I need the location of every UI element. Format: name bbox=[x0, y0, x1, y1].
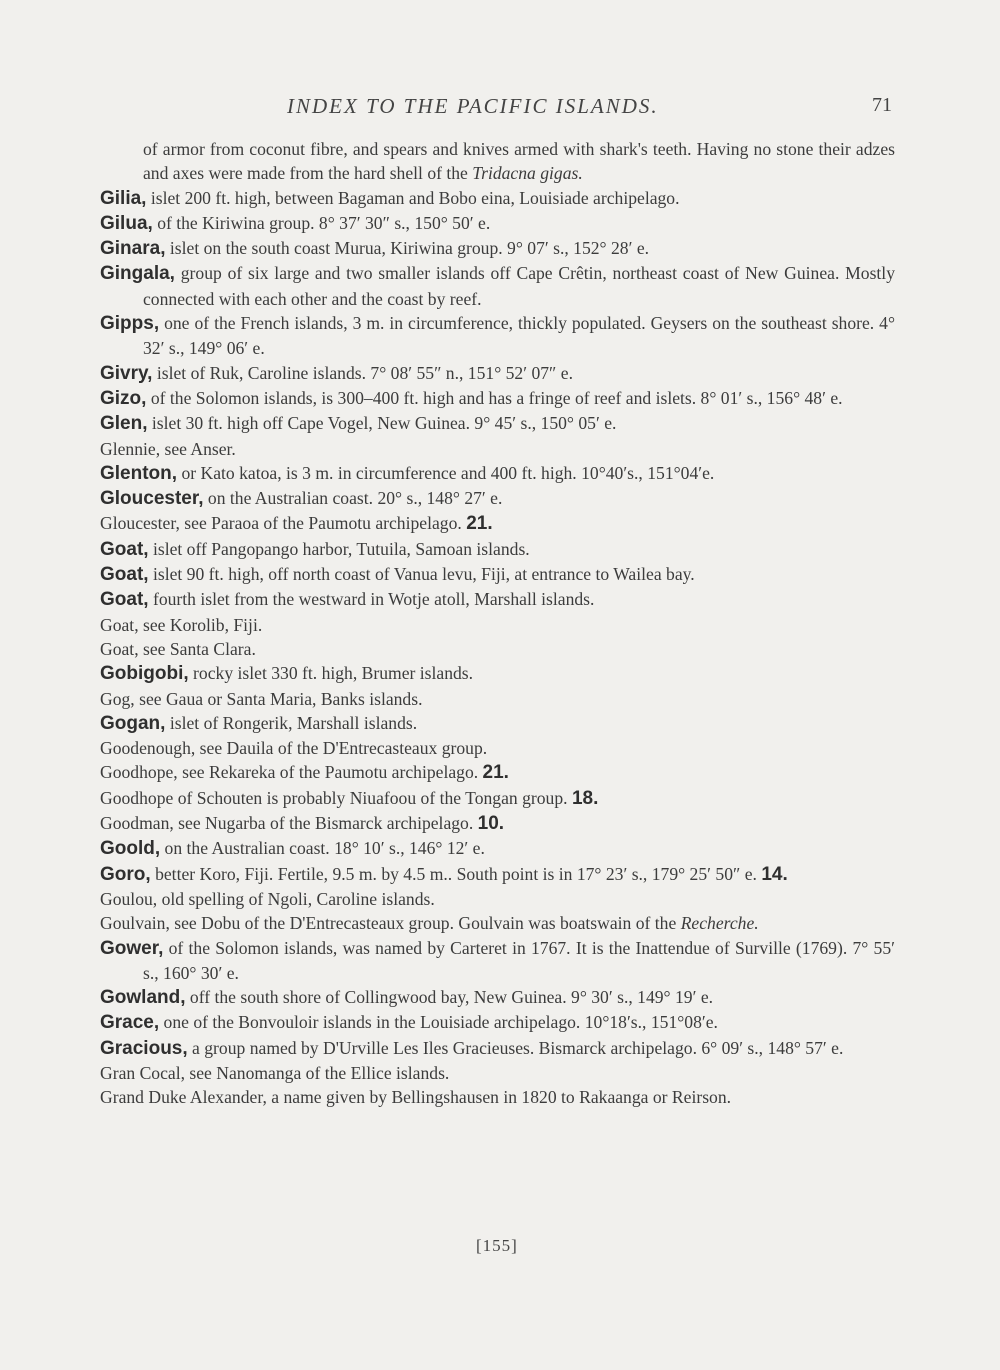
entry-headword: Gogan, bbox=[100, 712, 166, 734]
index-body bbox=[100, 137, 895, 1110]
entry-text: islet of Ruk, Caroline islands. 7° 08′ 55″ n., 151° 52′ 07″ e. bbox=[152, 362, 573, 383]
entry-text: Gran Cocal, see Nanomanga of the Ellice islands. bbox=[100, 1062, 450, 1083]
entry-text: islet on the south coast Murua, Kiriwina group. 9° 07′ s., 152° 28′ e. bbox=[165, 238, 650, 259]
entry-text: islet 90 ft. high, off north coast of Vanua levu, Fiji, at entrance to Wailea bay. bbox=[148, 564, 695, 585]
entry-text: group of six large and two smaller islands off Cape Crêtin, northeast coast of New Guinea. Mostly connected with each other and the coast by reef. bbox=[143, 263, 895, 309]
index-entry bbox=[100, 711, 895, 736]
entry-text: Grand Duke Alexander, a name given by Bellingshausen in 1820 to Rakaanga or Reirson. bbox=[100, 1087, 732, 1108]
chart-reference-number: 18. bbox=[571, 787, 599, 809]
index-entry bbox=[100, 811, 895, 836]
index-entry bbox=[100, 985, 895, 1010]
entry-text: off the south shore of Collingwood bay, New Guinea. 9° 30′ s., 149° 19′ e. bbox=[185, 987, 714, 1008]
index-entry bbox=[100, 760, 895, 785]
entry-text: of the Solomon islands, was named by Carteret in 1767. It is the Inattendue of Surville (1769). 7° 55′ s., 160° 30′ e. bbox=[143, 937, 895, 983]
entry-headword: Gloucester, bbox=[100, 488, 204, 510]
index-entry bbox=[100, 786, 895, 811]
index-entry bbox=[100, 486, 895, 511]
entry-text: Goulou, old spelling of Ngoli, Caroline islands. bbox=[100, 888, 435, 909]
entry-headword: Glenton, bbox=[100, 462, 178, 484]
entry-headword: Givry, bbox=[100, 362, 153, 384]
entry-text: Goat, see Korolib, Fiji. bbox=[100, 614, 263, 635]
index-entry bbox=[100, 261, 895, 311]
entry-text: islet of Rongerik, Marshall islands. bbox=[165, 712, 418, 733]
entry-headword: Gobigobi, bbox=[100, 663, 189, 685]
entry-text: islet 200 ft. high, between Bagaman and Bobo eina, Louisiade archipelago. bbox=[146, 187, 680, 208]
entry-text: Goodhope, see Rekareka of the Paumotu archipelago. bbox=[100, 762, 479, 783]
entry-headword: Goat, bbox=[100, 538, 149, 560]
index-entry bbox=[100, 637, 895, 661]
index-entry bbox=[100, 887, 895, 911]
index-entry bbox=[100, 687, 895, 711]
entry-text: Gog, see Gaua or Santa Maria, Banks islands. bbox=[100, 688, 423, 709]
continuation-paragraph bbox=[100, 137, 895, 186]
entry-headword: Goat, bbox=[100, 564, 149, 586]
page-title: INDEX TO THE PACIFIC ISLANDS. bbox=[287, 94, 659, 118]
index-entry bbox=[100, 437, 895, 461]
running-head bbox=[0, 94, 1000, 122]
entry-headword: Ginara, bbox=[100, 238, 166, 260]
index-entry bbox=[100, 1061, 895, 1085]
entry-headword: Gilia, bbox=[100, 187, 147, 209]
entry-text: Glennie, see Anser. bbox=[100, 438, 236, 459]
continuation-line: of armor from coconut fibre, and spears and knives armed with shark's teeth. bbox=[143, 139, 692, 159]
index-entry bbox=[100, 386, 895, 411]
index-entry bbox=[100, 361, 895, 386]
entry-headword: Grace, bbox=[100, 1012, 160, 1034]
index-entry bbox=[100, 537, 895, 562]
index-entry bbox=[100, 1036, 895, 1061]
entry-text: a group named by D'Urville Les Iles Gracieuses. Bismarck archipelago. 6° 09′ s., 148° 57′ e. bbox=[187, 1037, 844, 1058]
index-entry bbox=[100, 862, 895, 887]
chart-reference-number: 14. bbox=[761, 863, 788, 885]
index-entry bbox=[100, 211, 895, 236]
index-entry bbox=[100, 836, 895, 861]
folio-number: [155] bbox=[476, 1236, 518, 1255]
index-entry bbox=[100, 411, 895, 436]
index-entry bbox=[100, 613, 895, 637]
chart-reference-number: 21. bbox=[466, 513, 493, 535]
entry-text: Goulvain, see Dobu of the D'Entrecasteaux group. Goulvain was boatswain of the bbox=[100, 913, 677, 934]
entry-text: islet 30 ft. high off Cape Vogel, New Guinea. 9° 45′ s., 150° 05′ e. bbox=[147, 413, 617, 434]
entry-text: Goodman, see Nugarba of the Bismarck archipelago. bbox=[100, 813, 474, 834]
entry-text: Goodhope of Schouten is probably Niuafoou of the Tongan group. bbox=[100, 787, 568, 808]
italic-species-name: Tridacna gigas. bbox=[472, 163, 583, 184]
entry-text: islet off Pangopango harbor, Tutuila, Samoan islands. bbox=[148, 538, 530, 559]
entry-headword: Gingala, bbox=[100, 263, 175, 285]
index-entry bbox=[100, 911, 895, 935]
entry-text: of the Kiriwina group. 8° 37′ 30″ s., 150° 50′ e. bbox=[152, 212, 491, 233]
entry-headword: Gipps, bbox=[100, 313, 160, 335]
page-number: 71 bbox=[872, 94, 892, 116]
index-entry bbox=[100, 186, 895, 211]
index-entry bbox=[100, 562, 895, 587]
entry-italic-text: Recherche. bbox=[680, 913, 759, 934]
entry-text: one of the Bonvouloir islands in the Louisiade archipelago. 10°18′s., 151°08′e. bbox=[159, 1012, 718, 1033]
chart-reference-number: 21. bbox=[482, 762, 509, 784]
entry-text: rocky islet 330 ft. high, Brumer islands. bbox=[188, 663, 474, 684]
entry-headword: Gizo, bbox=[100, 387, 147, 409]
index-entry bbox=[100, 587, 895, 612]
entry-text: Gloucester, see Paraoa of the Paumotu archipelago. bbox=[100, 513, 462, 534]
entry-text: Goat, see Santa Clara. bbox=[100, 638, 256, 659]
index-entry bbox=[100, 736, 895, 760]
entry-headword: Goold, bbox=[100, 838, 161, 860]
entry-headword: Gilua, bbox=[100, 212, 153, 234]
index-entry bbox=[100, 661, 895, 686]
entry-text: Goodenough, see Dauila of the D'Entrecasteaux group. bbox=[100, 738, 488, 759]
entry-text: one of the French islands, 3 m. in circumference, thickly populated. Geysers on the southeast shore. 4° 32′ s., 149° 06′ e. bbox=[143, 313, 895, 359]
continuation-line: Having no stone their adzes and axes were made from the hard shell of the bbox=[143, 139, 895, 184]
entry-headword: Gower, bbox=[100, 937, 164, 959]
index-entry bbox=[100, 461, 895, 486]
entry-text: of the Solomon islands, is 300–400 ft. high and has a fringe of reef and islets. 8° 01′ s., 156° 48′ e. bbox=[146, 387, 843, 408]
index-entry bbox=[100, 1085, 895, 1109]
index-entry bbox=[100, 236, 895, 261]
entry-headword: Goro, bbox=[100, 863, 151, 885]
entry-headword: Glen, bbox=[100, 413, 148, 435]
entry-headword: Goat, bbox=[100, 589, 149, 611]
entry-text: fourth islet from the westward in Wotje atoll, Marshall islands. bbox=[148, 589, 595, 610]
entry-text: better Koro, Fiji. Fertile, 9.5 m. by 4.5 m.. South point is in 17° 23′ s., 179° 25′ 50″ e. bbox=[150, 863, 757, 884]
index-entry bbox=[100, 936, 895, 986]
entry-text: on the Australian coast. 20° s., 148° 27′ e. bbox=[203, 488, 503, 509]
entry-text: or Kato katoa, is 3 m. in circumference and 400 ft. high. 10°40′s., 151°04′e. bbox=[177, 462, 715, 483]
entry-text: on the Australian coast. 18° 10′ s., 146° 12′ e. bbox=[160, 838, 485, 859]
index-entry bbox=[100, 311, 895, 361]
entry-headword: Gowland, bbox=[100, 987, 186, 1009]
chart-reference-number: 10. bbox=[477, 813, 505, 835]
index-entry bbox=[100, 511, 895, 536]
index-entry bbox=[100, 1010, 895, 1035]
entry-headword: Gracious, bbox=[100, 1037, 188, 1059]
